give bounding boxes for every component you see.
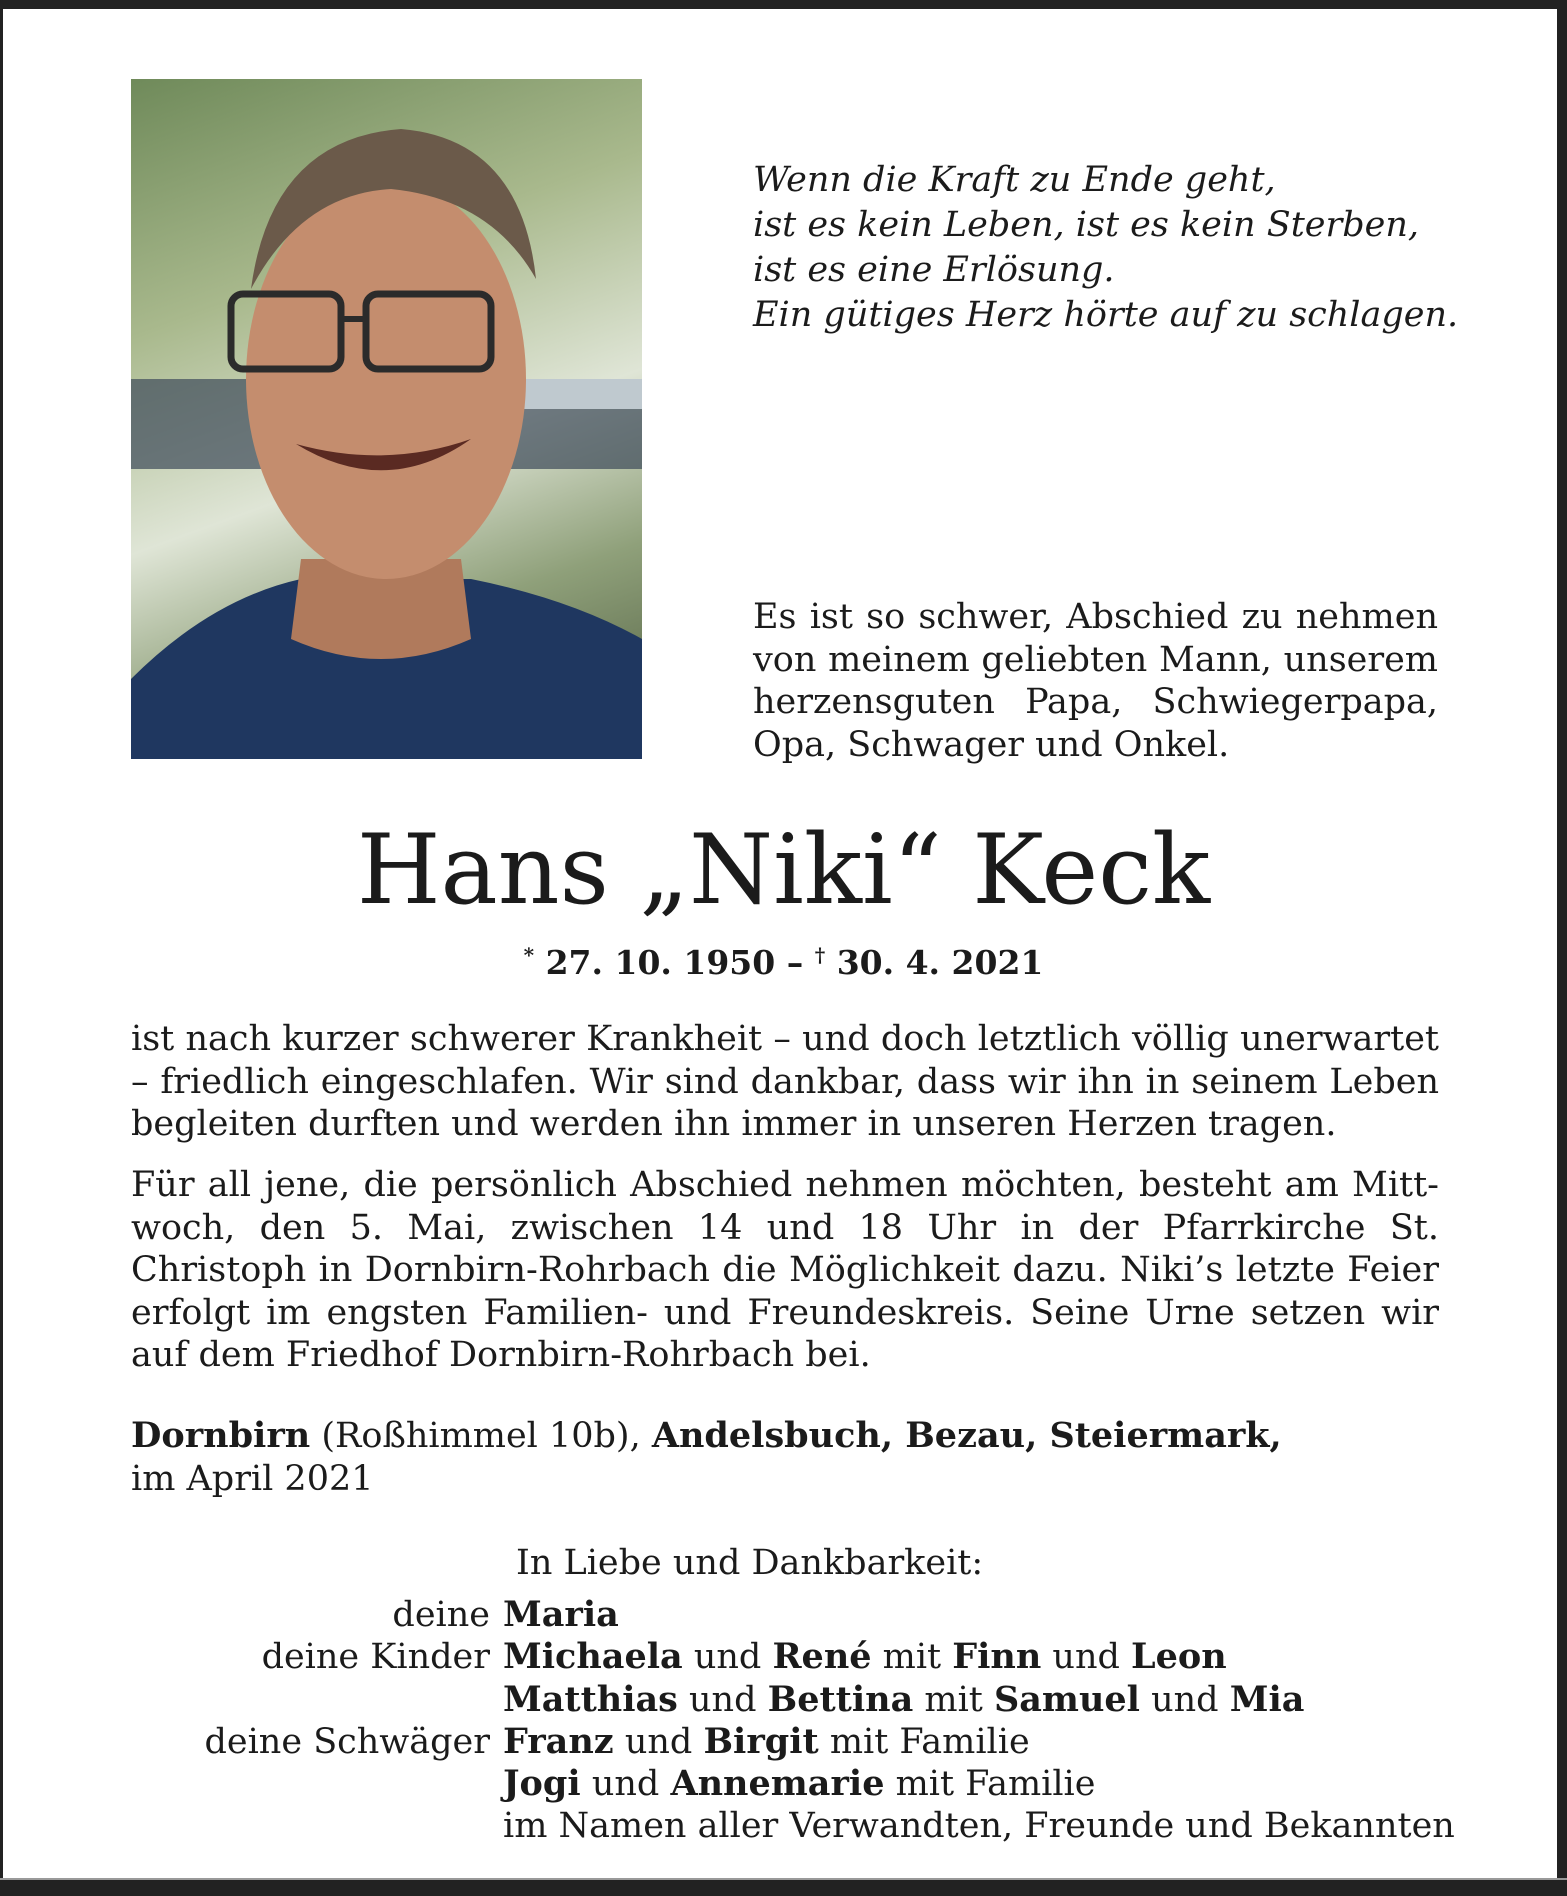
mourner-name: Jogi bbox=[503, 1763, 581, 1805]
mourner-label: deine Schwäger bbox=[204, 1721, 490, 1762]
mourner-name: Bettina bbox=[767, 1678, 914, 1720]
mourner-name: Leon bbox=[1131, 1636, 1227, 1678]
intro-text: Es ist so schwer, Abschied zu nehmen von meinem geliebten Mann, unserem herzensguten Papa, Schwiegerpapa, Opa, Schwager und Onkel. bbox=[753, 597, 1438, 765]
mourner-label: deine bbox=[392, 1595, 490, 1635]
death-symbol: † bbox=[814, 943, 826, 967]
portrait-photo bbox=[131, 79, 642, 759]
place-city: Dornbirn bbox=[131, 1415, 311, 1456]
place-others: Andelsbuch, Bezau, Steiermark, bbox=[651, 1415, 1282, 1456]
mourner-name: Mia bbox=[1229, 1678, 1305, 1720]
mourner-label: deine Kinder bbox=[261, 1637, 490, 1678]
mourner-name: Annemarie bbox=[670, 1763, 885, 1805]
life-dates bbox=[0, 943, 1567, 982]
poem-line: ist es kein Leben, ist es kein Sterben, bbox=[753, 205, 1419, 245]
poem-line: Ein gütiges Herz hörte auf zu schlagen. bbox=[753, 295, 1459, 335]
deceased-name: Hans „Niki“ Keck bbox=[356, 814, 1211, 926]
mourners-list: deine Maria deine Kinder Michaela und René mit Finn und Leon Matthias und Bettina mit Samuel und Mia deine Schwäger Franz und Birgit mit Familie Jogi und Annemarie mit Familie im Namen aller Verwandten, Freunde und Bekannten bbox=[0, 1594, 1500, 1848]
closing-line: im Namen aller Verwandten, Freunde und Bekannten bbox=[503, 1806, 1455, 1847]
farewell-paragraph: Für all jene, die persönlich Abschied nehmen möchten, besteht am Mittwoch, den 5. Mai, zwischen 14 und 18 Uhr in der Pfarrkirche St. Christoph in Dornbirn-Rohrbach die Möglichkeit dazu. Niki’s letzte Feier erfolgt im engsten Familien- und Freundeskreis. Seine Urne setzen wir auf dem Friedhof Dornbirn-Rohrbach bei. bbox=[131, 1165, 1439, 1375]
mourner-name: René bbox=[772, 1636, 872, 1678]
death-date: 30. 4. 2021 bbox=[836, 943, 1044, 982]
announcement-paragraph: ist nach kurzer schwerer Krankheit – und doch letztlich völlig unerwartet – friedlich eingeschlafen. Wir sind dankbar, dass wir ihn in seinem Leben begleiten durften und werden ihn immer in unseren Herzen tragen. bbox=[131, 1019, 1439, 1144]
poem-line: Wenn die Kraft zu Ende geht, bbox=[753, 160, 1276, 200]
thanks-heading: In Liebe und Dankbarkeit: bbox=[516, 1543, 984, 1583]
poem bbox=[753, 158, 1458, 338]
birth-date: 27. 10. 1950 bbox=[545, 943, 776, 982]
mourner-name: Maria bbox=[503, 1594, 619, 1635]
place-address: (Roßhimmel 10b), bbox=[310, 1416, 652, 1456]
date-dash: – bbox=[775, 943, 815, 982]
mourner-name: Matthias bbox=[503, 1678, 678, 1720]
place-date: im April 2021 bbox=[131, 1459, 374, 1499]
place-and-date bbox=[131, 1414, 1282, 1501]
mourner-name: Franz bbox=[503, 1720, 614, 1762]
poem-line: ist es eine Erlösung. bbox=[753, 250, 1115, 290]
mourner-name: Michaela bbox=[503, 1636, 683, 1678]
birth-symbol: * bbox=[523, 943, 535, 967]
mourner-name: Birgit bbox=[703, 1720, 819, 1762]
mourner-name: Finn bbox=[952, 1636, 1042, 1678]
divider bbox=[0, 1878, 1567, 1880]
mourner-name: Samuel bbox=[993, 1678, 1140, 1720]
